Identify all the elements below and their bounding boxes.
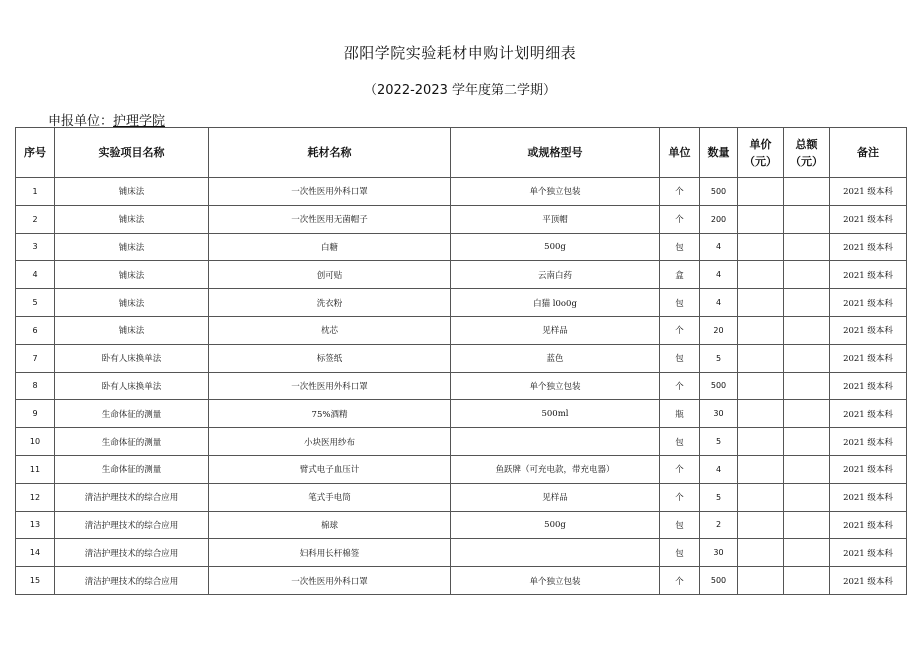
cell-qty: 500 — [700, 372, 738, 400]
cell-item: 一次性医用无菌帽子 — [209, 205, 451, 233]
cell-total — [784, 344, 830, 372]
cell-project: 生命体征的测量 — [55, 400, 209, 428]
col-header-price — [738, 128, 784, 178]
cell-spec: 见样品 — [451, 316, 660, 344]
cell-note: 2021 级本科 — [830, 261, 907, 289]
cell-total — [784, 205, 830, 233]
cell-item: 一次性医用外科口罩 — [209, 178, 451, 206]
cell-qty: 4 — [700, 289, 738, 317]
cell-note: 2021 级本科 — [830, 428, 907, 456]
col-header-price-line1: 单价 — [749, 137, 772, 151]
cell-no: 12 — [16, 483, 55, 511]
cell-price — [738, 178, 784, 206]
col-header-no: 序号 — [16, 128, 55, 178]
cell-note: 2021 级本科 — [830, 344, 907, 372]
cell-price — [738, 372, 784, 400]
cell-no: 1 — [16, 178, 55, 206]
cell-unit: 个 — [660, 178, 700, 206]
cell-note: 2021 级本科 — [830, 316, 907, 344]
cell-project: 铺床法 — [55, 205, 209, 233]
cell-spec: 云南白药 — [451, 261, 660, 289]
cell-project: 铺床法 — [55, 289, 209, 317]
cell-unit: 个 — [660, 205, 700, 233]
cell-qty: 20 — [700, 316, 738, 344]
cell-no: 14 — [16, 539, 55, 567]
table-row — [16, 539, 907, 567]
cell-qty: 4 — [700, 455, 738, 483]
cell-total — [784, 483, 830, 511]
cell-project: 生命体征的测量 — [55, 428, 209, 456]
cell-spec — [451, 428, 660, 456]
table-row — [16, 400, 907, 428]
cell-note: 2021 级本科 — [830, 372, 907, 400]
cell-spec — [451, 539, 660, 567]
cell-qty: 5 — [700, 483, 738, 511]
cell-project: 铺床法 — [55, 178, 209, 206]
cell-price — [738, 428, 784, 456]
cell-price — [738, 511, 784, 539]
cell-no: 5 — [16, 289, 55, 317]
cell-price — [738, 289, 784, 317]
cell-qty: 4 — [700, 261, 738, 289]
cell-spec: 500g — [451, 511, 660, 539]
cell-unit: 包 — [660, 233, 700, 261]
table-row — [16, 455, 907, 483]
cell-unit: 个 — [660, 483, 700, 511]
cell-total — [784, 261, 830, 289]
cell-project: 卧有人床换单法 — [55, 344, 209, 372]
cell-spec: 蓝色 — [451, 344, 660, 372]
col-header-note: 备注 — [830, 128, 907, 178]
table-row — [16, 428, 907, 456]
cell-qty: 5 — [700, 344, 738, 372]
cell-total — [784, 289, 830, 317]
table-row — [16, 344, 907, 372]
cell-qty: 30 — [700, 400, 738, 428]
cell-total — [784, 233, 830, 261]
col-header-total-line2: （元） — [790, 154, 823, 168]
cell-total — [784, 567, 830, 595]
cell-unit: 个 — [660, 567, 700, 595]
cell-unit: 盒 — [660, 261, 700, 289]
cell-note: 2021 级本科 — [830, 483, 907, 511]
cell-price — [738, 261, 784, 289]
cell-item: 标签纸 — [209, 344, 451, 372]
cell-project: 铺床法 — [55, 261, 209, 289]
cell-price — [738, 483, 784, 511]
cell-spec: 500g — [451, 233, 660, 261]
cell-project: 清洁护理技术的综合应用 — [55, 567, 209, 595]
cell-spec: 鱼跃牌（可充电款，带充电器） — [451, 455, 660, 483]
cell-no: 11 — [16, 455, 55, 483]
cell-item: 一次性医用外科口罩 — [209, 372, 451, 400]
cell-item: 枕芯 — [209, 316, 451, 344]
cell-total — [784, 400, 830, 428]
cell-price — [738, 205, 784, 233]
table-row — [16, 233, 907, 261]
table-row — [16, 205, 907, 233]
cell-unit: 个 — [660, 372, 700, 400]
cell-item: 小块医用纱布 — [209, 428, 451, 456]
cell-price — [738, 539, 784, 567]
table-row — [16, 511, 907, 539]
col-header-spec: 或规格型号 — [451, 128, 660, 178]
cell-qty: 4 — [700, 233, 738, 261]
table-header-row — [16, 128, 907, 178]
cell-no: 8 — [16, 372, 55, 400]
cell-spec: 平顶帽 — [451, 205, 660, 233]
cell-unit: 瓶 — [660, 400, 700, 428]
cell-item: 创可贴 — [209, 261, 451, 289]
cell-spec: 500ml — [451, 400, 660, 428]
cell-spec: 见样品 — [451, 483, 660, 511]
cell-note: 2021 级本科 — [830, 233, 907, 261]
page-subtitle: （2022-2023 学年度第二学期） — [364, 83, 556, 98]
cell-note: 2021 级本科 — [830, 178, 907, 206]
cell-note: 2021 级本科 — [830, 400, 907, 428]
cell-price — [738, 455, 784, 483]
cell-no: 2 — [16, 205, 55, 233]
cell-project: 卧有人床换单法 — [55, 372, 209, 400]
cell-total — [784, 372, 830, 400]
cell-total — [784, 316, 830, 344]
cell-note: 2021 级本科 — [830, 455, 907, 483]
cell-qty: 5 — [700, 428, 738, 456]
cell-project: 清洁护理技术的综合应用 — [55, 539, 209, 567]
cell-unit: 包 — [660, 511, 700, 539]
cell-item: 臂式电子血压计 — [209, 455, 451, 483]
cell-price — [738, 316, 784, 344]
cell-spec: 单个独立包装 — [451, 178, 660, 206]
table-row — [16, 316, 907, 344]
cell-note: 2021 级本科 — [830, 511, 907, 539]
cell-item: 妇科用长杆棉签 — [209, 539, 451, 567]
cell-project: 清洁护理技术的综合应用 — [55, 483, 209, 511]
cell-no: 15 — [16, 567, 55, 595]
cell-total — [784, 455, 830, 483]
col-header-price-line2: （元） — [744, 154, 777, 168]
cell-qty: 500 — [700, 178, 738, 206]
cell-spec: 单个独立包装 — [451, 567, 660, 595]
table-row — [16, 289, 907, 317]
cell-total — [784, 178, 830, 206]
cell-project: 清洁护理技术的综合应用 — [55, 511, 209, 539]
cell-qty: 30 — [700, 539, 738, 567]
cell-no: 4 — [16, 261, 55, 289]
cell-item: 洗衣粉 — [209, 289, 451, 317]
table-row — [16, 372, 907, 400]
cell-total — [784, 539, 830, 567]
cell-price — [738, 567, 784, 595]
cell-no: 3 — [16, 233, 55, 261]
cell-note: 2021 级本科 — [830, 539, 907, 567]
applicant-unit-label: 申报单位： — [48, 114, 114, 129]
cell-total — [784, 428, 830, 456]
cell-price — [738, 344, 784, 372]
table-row — [16, 567, 907, 595]
cell-no: 9 — [16, 400, 55, 428]
cell-note: 2021 级本科 — [830, 205, 907, 233]
col-header-project: 实验项目名称 — [55, 128, 209, 178]
cell-spec: 白猫 l0o0g — [451, 289, 660, 317]
applicant-unit-value: 护理学院 — [113, 114, 166, 129]
cell-project: 铺床法 — [55, 316, 209, 344]
cell-price — [738, 233, 784, 261]
col-header-unit: 单位 — [660, 128, 700, 178]
cell-project: 铺床法 — [55, 233, 209, 261]
table-row — [16, 178, 907, 206]
cell-note: 2021 级本科 — [830, 289, 907, 317]
cell-project: 生命体征的测量 — [55, 455, 209, 483]
cell-qty: 500 — [700, 567, 738, 595]
table-row — [16, 483, 907, 511]
cell-no: 13 — [16, 511, 55, 539]
cell-item: 75%酒精 — [209, 400, 451, 428]
cell-item: 笔式手电筒 — [209, 483, 451, 511]
cell-no: 10 — [16, 428, 55, 456]
cell-no: 7 — [16, 344, 55, 372]
table-row — [16, 261, 907, 289]
cell-total — [784, 511, 830, 539]
cell-unit: 包 — [660, 289, 700, 317]
cell-qty: 2 — [700, 511, 738, 539]
cell-unit: 个 — [660, 316, 700, 344]
cell-qty: 200 — [700, 205, 738, 233]
col-header-item: 耗材名称 — [209, 128, 451, 178]
col-header-total-line1: 总额 — [795, 137, 818, 151]
cell-unit: 包 — [660, 539, 700, 567]
cell-unit: 包 — [660, 344, 700, 372]
cell-price — [738, 400, 784, 428]
cell-spec: 单个独立包装 — [451, 372, 660, 400]
cell-item: 棉球 — [209, 511, 451, 539]
page-title: 邵阳学院实验耗材申购计划明细表 — [343, 44, 577, 62]
cell-unit: 包 — [660, 428, 700, 456]
materials-table — [15, 127, 907, 595]
cell-item: 白糖 — [209, 233, 451, 261]
col-header-qty: 数量 — [700, 128, 738, 178]
cell-note: 2021 级本科 — [830, 567, 907, 595]
cell-no: 6 — [16, 316, 55, 344]
cell-item: 一次性医用外科口罩 — [209, 567, 451, 595]
col-header-total — [784, 128, 830, 178]
cell-unit: 个 — [660, 455, 700, 483]
